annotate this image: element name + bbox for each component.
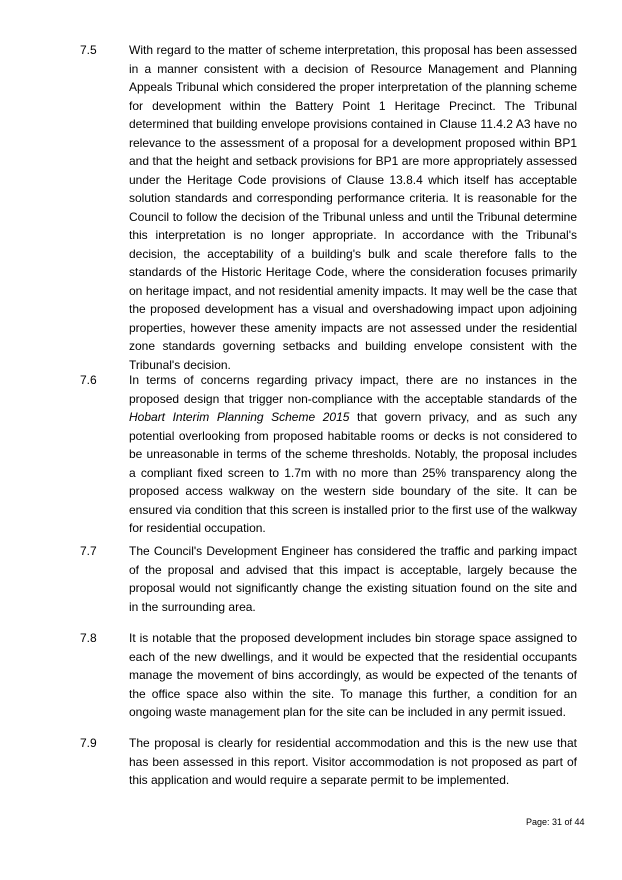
paragraph-text: [129, 371, 577, 538]
paragraph-text-start: In terms of concerns regarding privacy impact, there are no instances in the proposed design that trigger non-compliance with the acceptable standards of the: [129, 373, 577, 406]
paragraph-number: 7.6: [80, 373, 97, 387]
paragraph-number: 7.8: [80, 631, 97, 645]
paragraph-text-end: that govern privacy, and as such any potential overlooking from proposed habitable rooms or decks is not considered to be unreasonable in terms of the scheme thresholds. Notably, the proposal includes a compliant fixed screen to 1.7m with no more than 25% transparency along the proposed access walkway on the western side boundary of the site. It can be ensured via condition that this screen is installed prior to the first use of the walkway for residential occupation.: [129, 410, 578, 535]
paragraph-text: The Council's Development Engineer has considered the traffic and parking impact of the proposal and advised that this impact is acceptable, largely because the proposal would not significantly change the existing situation found on the site and in the surrounding area.: [129, 544, 577, 614]
scheme-title-italic: Hobart Interim Planning Scheme 2015: [129, 410, 350, 424]
paragraph-number: 7.7: [80, 544, 97, 558]
paragraph-number: 7.9: [80, 736, 97, 750]
paragraph-number: 7.5: [80, 43, 97, 57]
paragraph-text: The proposal is clearly for residential accommodation and this is the new use that has been assessed in this report. Visitor accommodation is not proposed as part of this application and would require a separate permit to be implemented.: [129, 736, 577, 787]
paragraph-text: It is notable that the proposed development includes bin storage space assigned to each of the new dwellings, and it would be expected that the residential occupants manage the movement of bins accordingly, as would be expected of the tenants of the office space also within the site. To manage this further, a condition for an ongoing waste management plan for the site can be included in any permit issued.: [129, 631, 577, 719]
page-number-footer: Page: 31 of 44: [526, 817, 585, 827]
paragraph-text: With regard to the matter of scheme interpretation, this proposal has been assessed in a manner consistent with a decision of Resource Management and Planning Appeals Tribunal which considered the proper interpretation of the planning scheme for development within the Battery Point 1 Heritage Precinct. The Tribunal determined that building envelope provisions contained in Clause 11.4.2 A3 have no relevance to the assessment of a proposal for a development proposed within BP1 and that the height and setback provisions for BP1 are more appropriately assessed under the Heritage Code provisions of Clause 13.8.4 which itself has acceptable solution standards and corresponding performance criteria. It is reasonable for the Council to follow the decision of the Tribunal unless and until the Tribunal determine this interpretation is no longer appropriate. In accordance with the Tribunal's decision, the acceptability of a building's bulk and scale therefore falls to the standards of the Historic Heritage Code, where the consideration focuses primarily on heritage impact, and not residential amenity impacts. It may well be the case that the proposed development has a visual and overshadowing impact upon adjoining properties, however these amenity impacts are not assessed under the residential zone standards governing setbacks and building envelope consistent with the Tribunal's decision.: [129, 43, 577, 372]
